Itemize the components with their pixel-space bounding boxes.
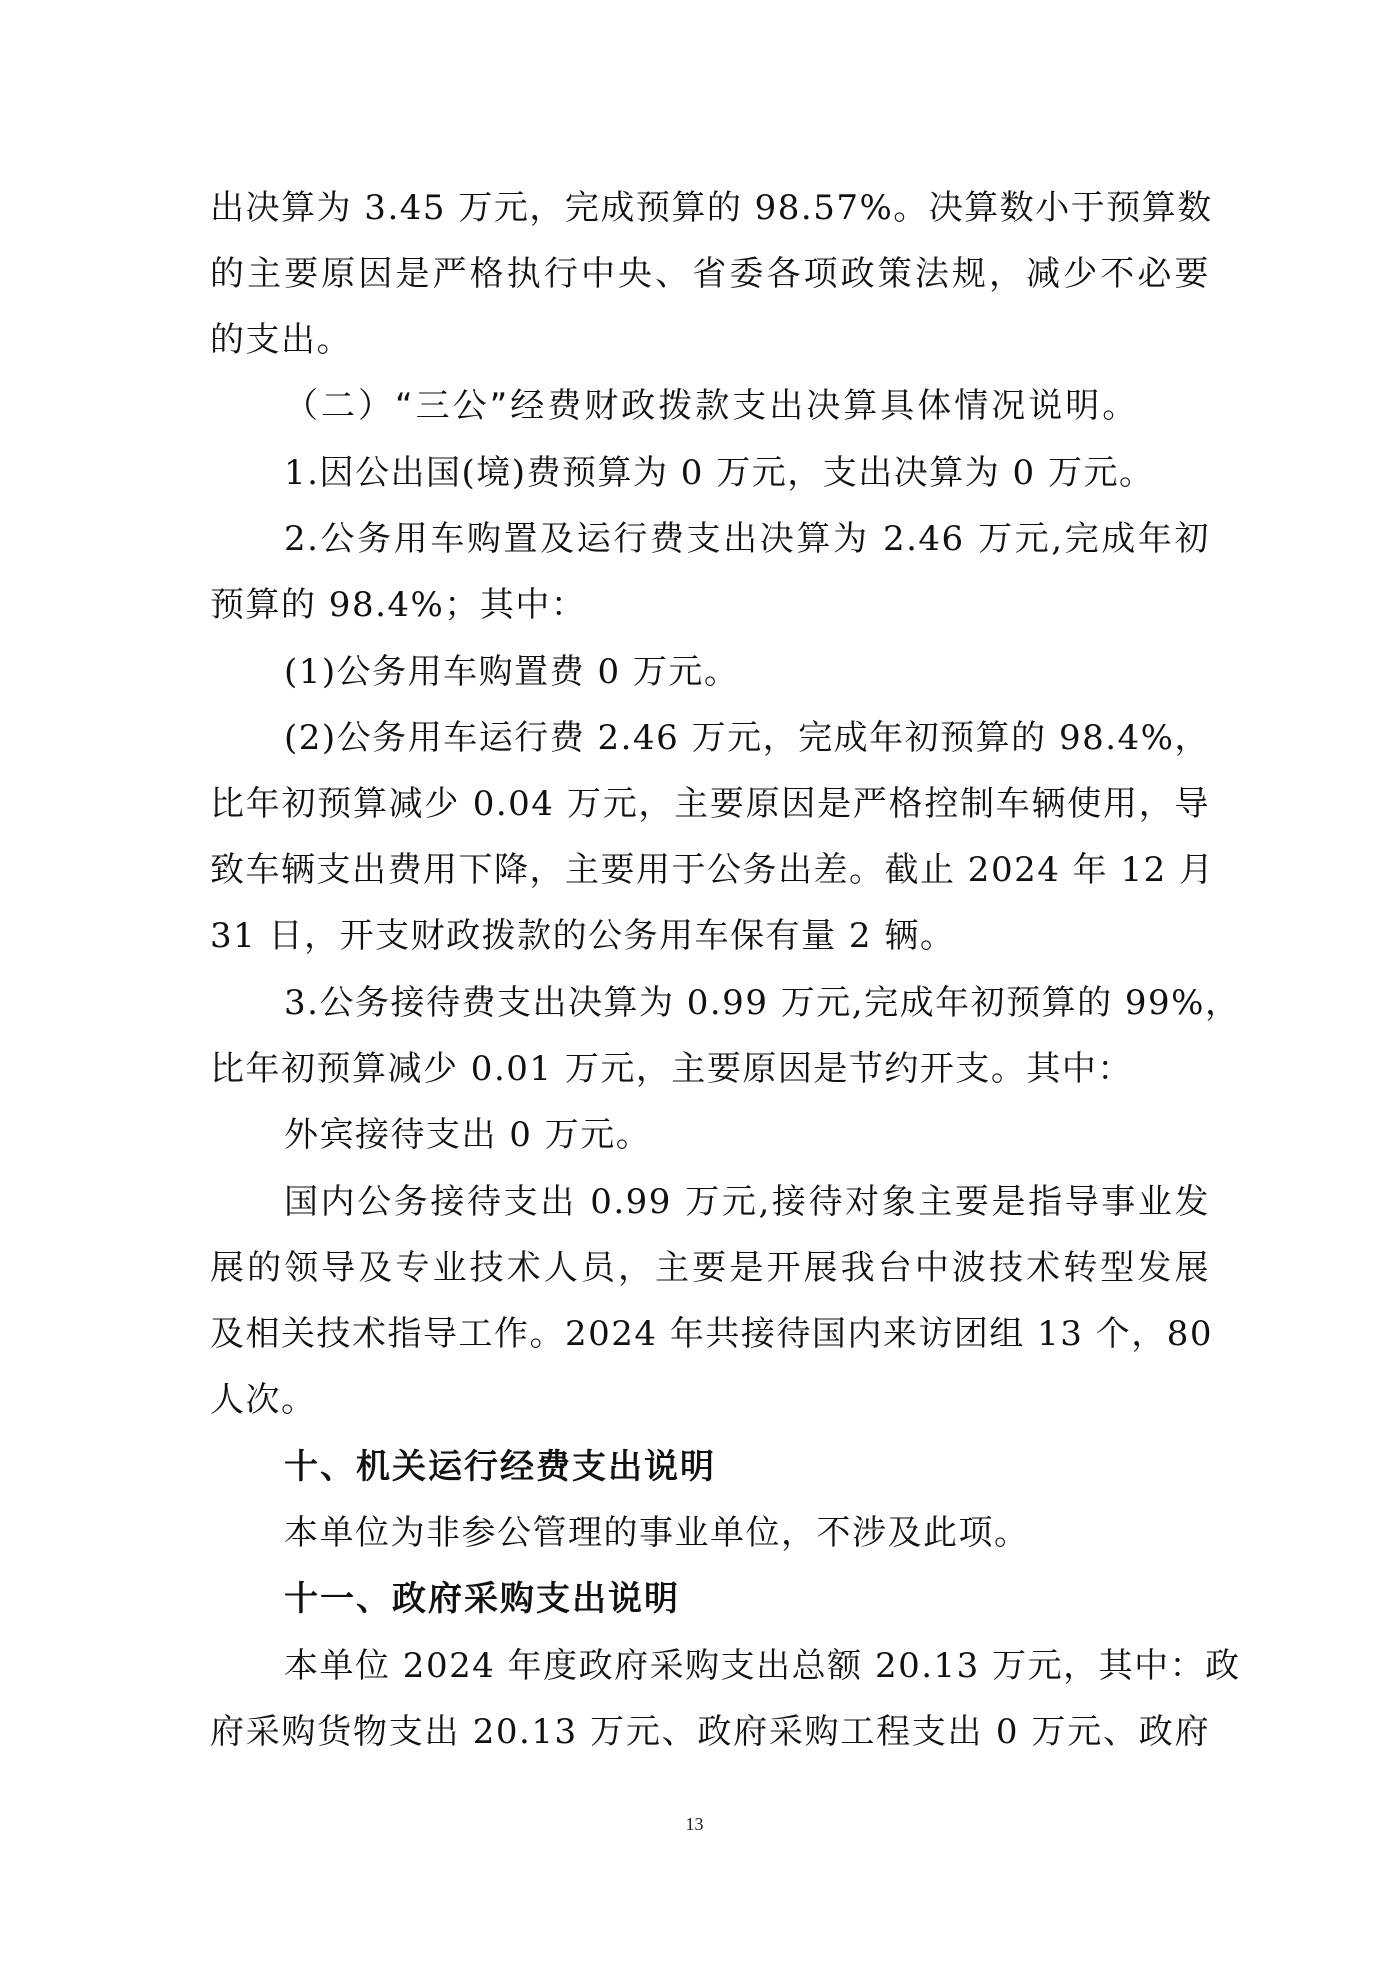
body-text-line: 府采购货物支出 20.13 万元、政府采购工程支出 0 万元、政府 (210, 1712, 1210, 1752)
body-text-line: 的主要原因是严格执行中央、省委各项政策法规，减少不必要 (210, 254, 1210, 294)
body-text-line: 人次。 (210, 1380, 317, 1420)
body-text-line: 本单位 2024 年度政府采购支出总额 20.13 万元，其中：政 (284, 1646, 1241, 1686)
body-text-line: 国内公务接待支出 0.99 万元,接待对象主要是指导事业发 (284, 1182, 1210, 1222)
body-text-line: 预算的 98.4%；其中： (210, 585, 587, 625)
body-text-line: 展的领导及专业技术人员，主要是开展我台中波技术转型发展 (210, 1248, 1210, 1288)
body-text-line: 1.因公出国(境)费预算为 0 万元，支出决算为 0 万元。 (284, 453, 1155, 493)
body-text-line: 3.公务接待费支出决算为 0.99 万元,完成年初预算的 99%， (284, 983, 1241, 1023)
body-text-line: 外宾接待支出 0 万元。 (284, 1115, 652, 1155)
body-text-line: 比年初预算减少 0.01 万元，主要原因是节约开支。其中： (210, 1049, 1133, 1089)
section-heading: 十一、政府采购支出说明 (284, 1579, 680, 1619)
body-text-line: 比年初预算减少 0.04 万元，主要原因是严格控制车辆使用，导 (210, 784, 1210, 824)
body-text-line: 及相关技术指导工作。2024 年共接待国内来访团组 13 个，80 (210, 1314, 1213, 1354)
section-subheading: （二）“三公”经费财政拨款支出决算具体情况说明。 (284, 386, 1140, 426)
body-text-line: 31 日，开支财政拨款的公务用车保有量 2 辆。 (210, 916, 956, 956)
body-text-line: (1)公务用车购置费 0 万元。 (284, 652, 740, 692)
body-text-line: (2)公务用车运行费 2.46 万元，完成年初预算的 98.4%， (284, 718, 1210, 758)
section-heading: 十、机关运行经费支出说明 (284, 1447, 716, 1487)
body-text-line: 2.公务用车购置及运行费支出决算为 2.46 万元,完成年初 (284, 519, 1210, 559)
page-number: 13 (685, 1814, 704, 1834)
body-text-line: 本单位为非参公管理的事业单位，不涉及此项。 (284, 1513, 1030, 1553)
body-text-line: 的支出。 (210, 320, 352, 360)
body-text-line: 致车辆支出费用下降，主要用于公务出差。截止 2024 年 12 月 (210, 850, 1215, 890)
body-text-line: 出决算为 3.45 万元，完成预算的 98.57%。决算数小于预算数 (210, 188, 1213, 228)
